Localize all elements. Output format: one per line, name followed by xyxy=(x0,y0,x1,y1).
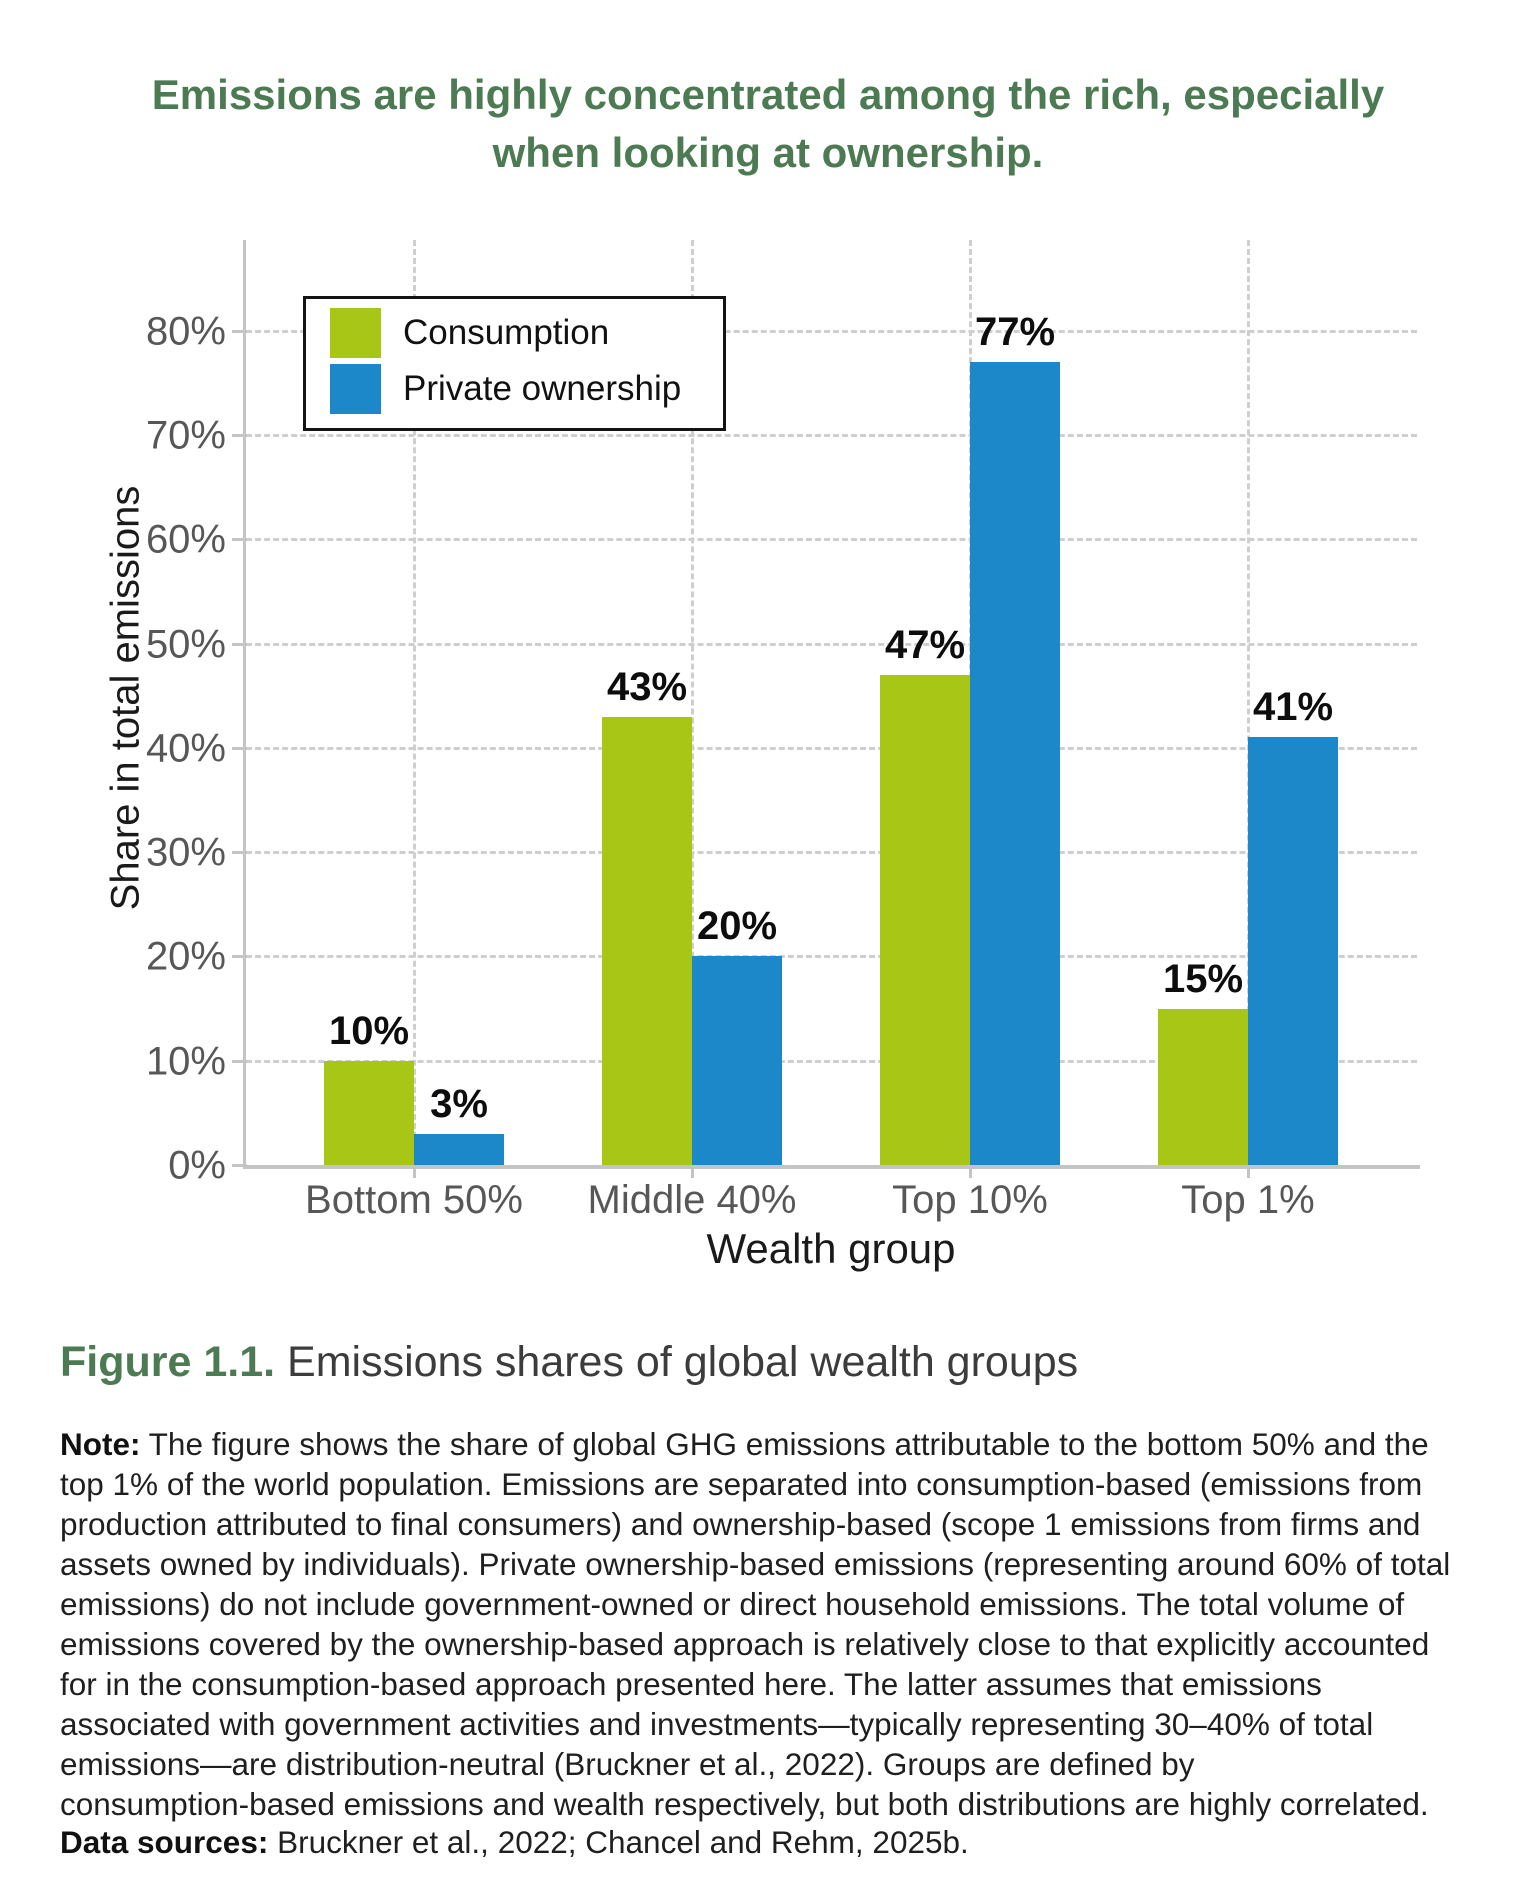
x-tick-label: Top 1% xyxy=(1181,1178,1315,1222)
note-line: emissions) do not include government-owned or direct household emissions. The total volume of xyxy=(60,1586,1405,1622)
h-gridline xyxy=(246,747,1417,750)
h-gridline xyxy=(246,851,1417,854)
note-line: production attributed to final consumers) and ownership-based (scope 1 emissions from firms and xyxy=(60,1506,1421,1542)
bar-private-ownership-top-10% xyxy=(970,362,1060,1165)
y-tick-label: 70% xyxy=(145,413,226,458)
note-line: Note: The figure shows the share of global GHG emissions attributable to the bottom 50% and the xyxy=(60,1426,1429,1462)
private-ownership-swatch xyxy=(330,364,381,414)
data-sources-label: Data sources: xyxy=(60,1824,269,1860)
y-tick-label: 20% xyxy=(145,934,226,979)
bar-value-label: 15% xyxy=(1162,957,1244,1001)
note-line: emissions—are distribution-neutral (Bruckner et al., 2022). Groups are defined by xyxy=(60,1746,1195,1782)
data-sources-text: Bruckner et al., 2022; Chancel and Rehm, 2025b. xyxy=(268,1824,969,1860)
bar-consumption-top-10% xyxy=(880,675,970,1165)
h-gridline xyxy=(246,538,1417,541)
bar-value-label: 3% xyxy=(430,1082,488,1126)
x-axis-title: Wealth group xyxy=(706,1225,956,1272)
bar-private-ownership-bottom-50% xyxy=(414,1134,504,1165)
x-tick-label: Middle 40% xyxy=(587,1178,797,1222)
bar-value-label: 20% xyxy=(696,904,778,948)
y-axis-line xyxy=(243,240,246,1169)
y-tick-label: 50% xyxy=(145,622,226,667)
legend-item-private-ownership xyxy=(330,364,681,414)
chart-title-line2: when looking at ownership. xyxy=(492,129,1044,176)
bar-value-label: 43% xyxy=(606,665,688,709)
bar-value-label: 10% xyxy=(328,1009,410,1053)
bar-value-label: 77% xyxy=(974,310,1056,354)
note-label: Note: xyxy=(60,1426,141,1462)
note-line: for in the consumption-based approach presented here. The latter assumes that emissions xyxy=(60,1666,1322,1702)
note-line: associated with government activities and investments—typically representing 30–40% of total xyxy=(60,1706,1374,1742)
x-tick-label: Bottom 50% xyxy=(305,1178,523,1222)
chart-title-line1: Emissions are highly concentrated among the rich, especially xyxy=(151,71,1385,118)
legend-item-consumption xyxy=(330,308,609,358)
figure-number: Figure 1.1. xyxy=(60,1338,276,1386)
note-line: consumption-based emissions and wealth respectively, but both distributions are highly correlated. xyxy=(60,1786,1429,1822)
bar-consumption-top-1% xyxy=(1158,1009,1248,1165)
note-line: assets owned by individuals). Private ownership-based emissions (representing around 60% of total xyxy=(60,1546,1451,1582)
y-tick-label: 60% xyxy=(145,517,226,562)
legend-label-private-ownership: Private ownership xyxy=(403,369,682,408)
bar-private-ownership-middle-40% xyxy=(692,956,782,1165)
legend-label-consumption: Consumption xyxy=(403,313,610,352)
y-tick-label: 30% xyxy=(145,830,226,875)
x-axis-line xyxy=(243,1165,1420,1169)
x-tick-label: Top 10% xyxy=(892,1178,1048,1222)
note-line: top 1% of the world population. Emissions are separated into consumption-based (emissions from xyxy=(60,1466,1423,1502)
y-axis-title: Share in total emissions xyxy=(103,485,148,911)
y-tick-label: 10% xyxy=(145,1039,226,1084)
legend xyxy=(303,296,726,431)
note-line: emissions covered by the ownership-based approach is relatively close to that explicitly accounted xyxy=(60,1626,1430,1662)
y-tick-label: 0% xyxy=(168,1143,226,1188)
bar-value-label: 41% xyxy=(1252,685,1334,729)
bar-private-ownership-top-1% xyxy=(1248,737,1338,1165)
bar-value-label: 47% xyxy=(884,623,966,667)
consumption-swatch xyxy=(330,308,381,358)
figure-caption xyxy=(60,1338,1490,1387)
figure-caption-text: Emissions shares of global wealth groups xyxy=(275,1338,1079,1386)
h-gridline xyxy=(246,643,1417,646)
figure-note xyxy=(60,1424,1490,1824)
y-tick-label: 80% xyxy=(145,309,226,354)
bar-consumption-middle-40% xyxy=(602,717,692,1165)
data-sources xyxy=(60,1824,1490,1861)
h-gridline xyxy=(246,434,1417,437)
y-tick-label: 40% xyxy=(145,726,226,771)
bar-consumption-bottom-50% xyxy=(324,1061,414,1165)
